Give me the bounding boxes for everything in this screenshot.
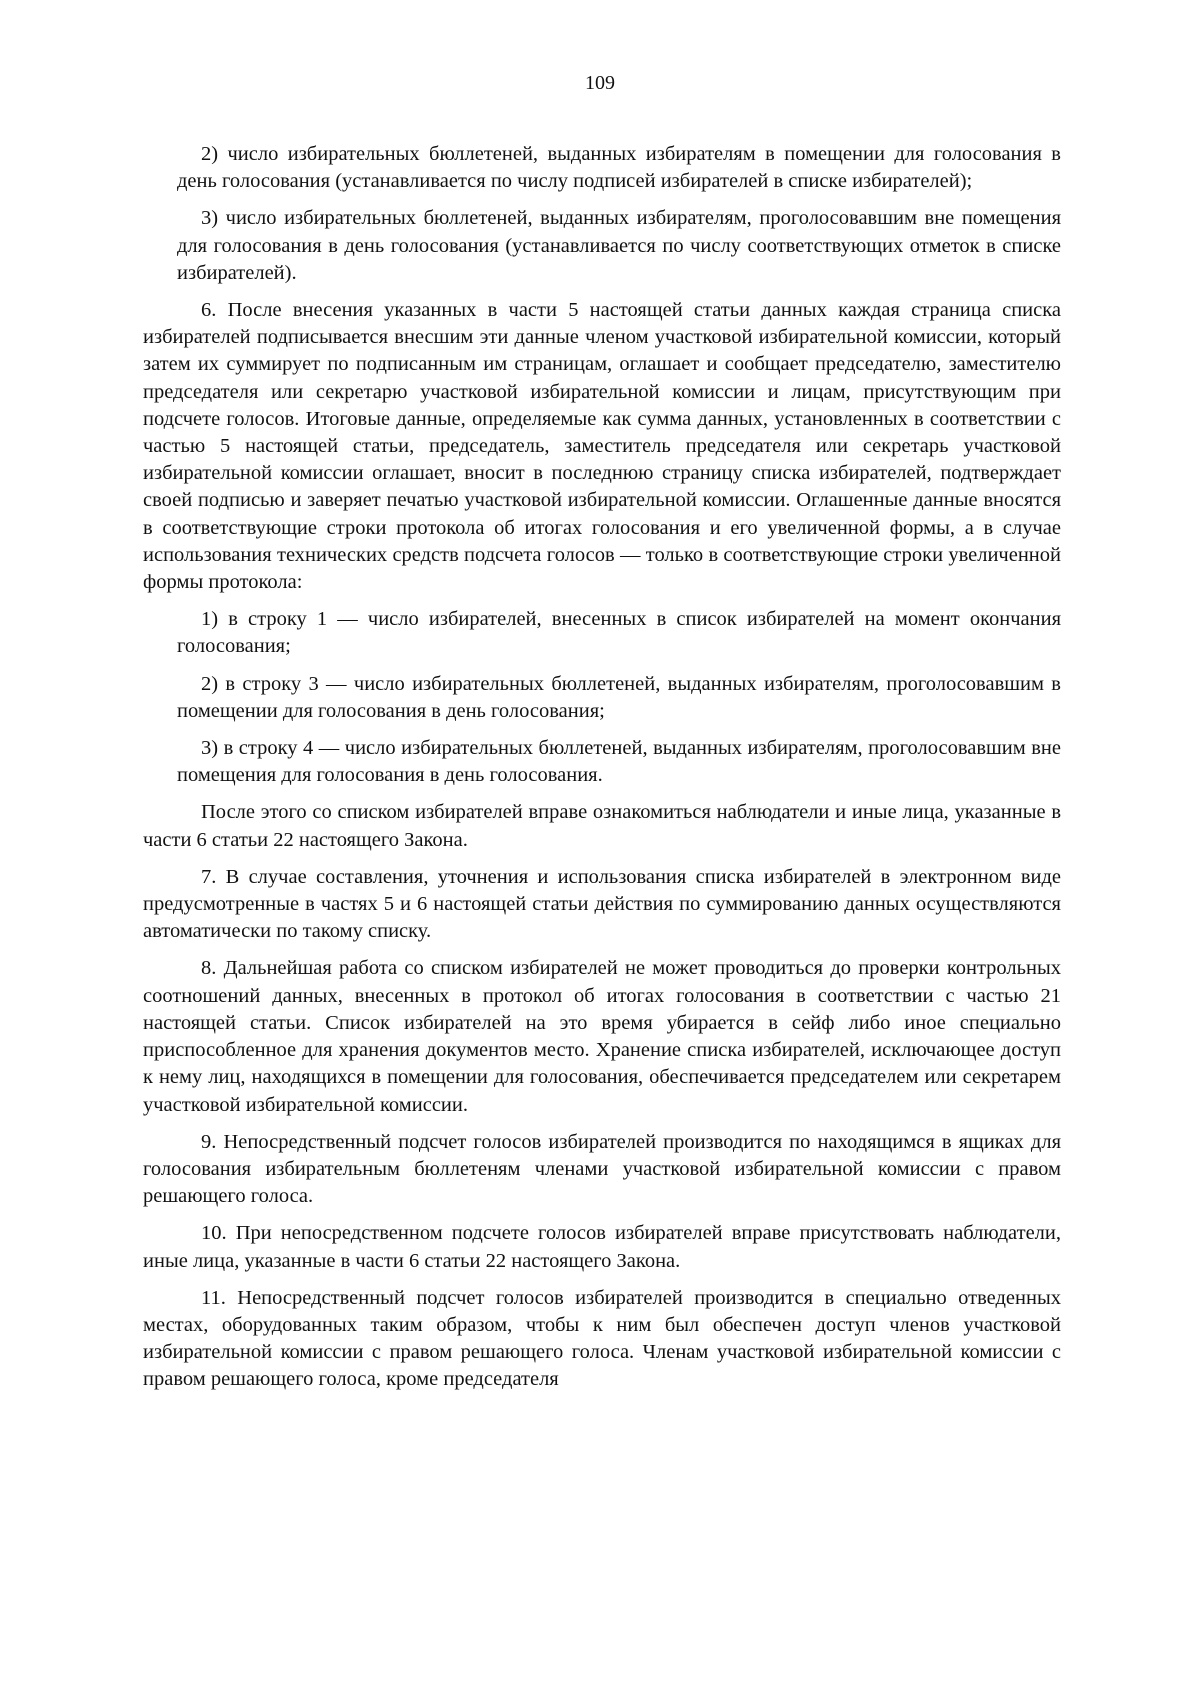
paragraph-7: 7. В случае составления, уточнения и использования списка избирателей в электронном виде предусмотренные в частях 5 и 6 настоящей статьи действия по суммированию данных осуществляются автоматически по такому списку.: [143, 865, 1061, 943]
list-item-line-4: 3) в строку 4 — число избирательных бюллетеней, выданных избирателям, проголосовавшим вне помещения для голосования в день голосования.: [177, 737, 1061, 787]
list-item-3-ballots-outside-premises: 3) число избирательных бюллетеней, выданных избирателям, проголосовавшим вне помещения для голосования в день голосования (устанавливается по числу соответствующих отметок в списке избирателей).: [177, 207, 1061, 284]
paragraph-8: 8. Дальнейшая работа со списком избирателей не может проводиться до проверки контрольных соотношений данных, внесенных в протокол об итогах голосования в соответствии с частью 21 настоящей статьи. Список избирателей на это время убирается в сейф либо иное специально приспособленное для хранения документов место. Хранение списка избирателей, исключающее доступ к нему лиц, находящихся в помещении для голосования, обеспечивается председателем или секретарем участковой избирательной комиссии.: [143, 957, 1061, 1116]
list-item-2-ballots-in-premises: 2) число избирательных бюллетеней, выданных избирателям в помещении для голосования в день голосования (устанавливается по числу подписей избирателей в списке избирателей);: [177, 143, 1061, 193]
document-body: [143, 141, 1061, 1404]
paragraph-after-list: После этого со списком избирателей вправе ознакомиться наблюдатели и иные лица, указанные в части 6 статьи 22 настоящего Закона.: [143, 801, 1061, 851]
list-item-line-3: 2) в строку 3 — число избирательных бюллетеней, выданных избирателям, проголосовавшим в помещении для голосования в день голосования;: [177, 672, 1061, 722]
paragraph-10: 10. При непосредственном подсчете голосов избирателей вправе присутствовать наблюдатели, иные лица, указанные в части 6 статьи 22 настоящего Закона.: [143, 1222, 1061, 1272]
list-item-line-1: 1) в строку 1 — число избирателей, внесенных в список избирателей на момент окончания голосования;: [177, 608, 1061, 658]
page-number: 109: [585, 72, 615, 94]
paragraph-9: 9. Непосредственный подсчет голосов избирателей производится по находящимся в ящиках для голосования избирательным бюллетеням членами участковой избирательной комиссии с правом решающего голоса.: [143, 1130, 1061, 1208]
paragraph-11: 11. Непосредственный подсчет голосов избирателей производится в специально отведенных местах, оборудованных таким образом, чтобы к ним был обеспечен доступ членов участковой избирательной комиссии с правом решающего голоса. Членам участковой избирательной комиссии с правом решающего голоса, кроме председателя: [143, 1286, 1061, 1391]
paragraph-6: 6. После внесения указанных в части 5 настоящей статьи данных каждая страница списка избирателей подписывается внесшим эти данные членом участковой избирательной комиссии, который затем их суммирует по подписанным им страницам, оглашает и сообщает председателю, заместителю председателя или секретарю участковой избирательной комиссии и лицам, присутствующим при подсчете голосов. Итоговые данные, определяемые как сумма данных, установленных в соответствии с частью 5 настоящей статьи, председатель, заместитель председателя или секретарь участковой избирательной комиссии оглашает, вносит в последнюю страницу списка избирателей, подтверждает своей подписью и заверяет печатью участковой избирательной комиссии. Оглашенные данные вносятся в соответствующие строки протокола об итогах голосования и его увеличенной формы, а в случае использования технических средств подсчета голосов — только в соответствующие строки увеличенной формы протокола:: [143, 299, 1061, 594]
